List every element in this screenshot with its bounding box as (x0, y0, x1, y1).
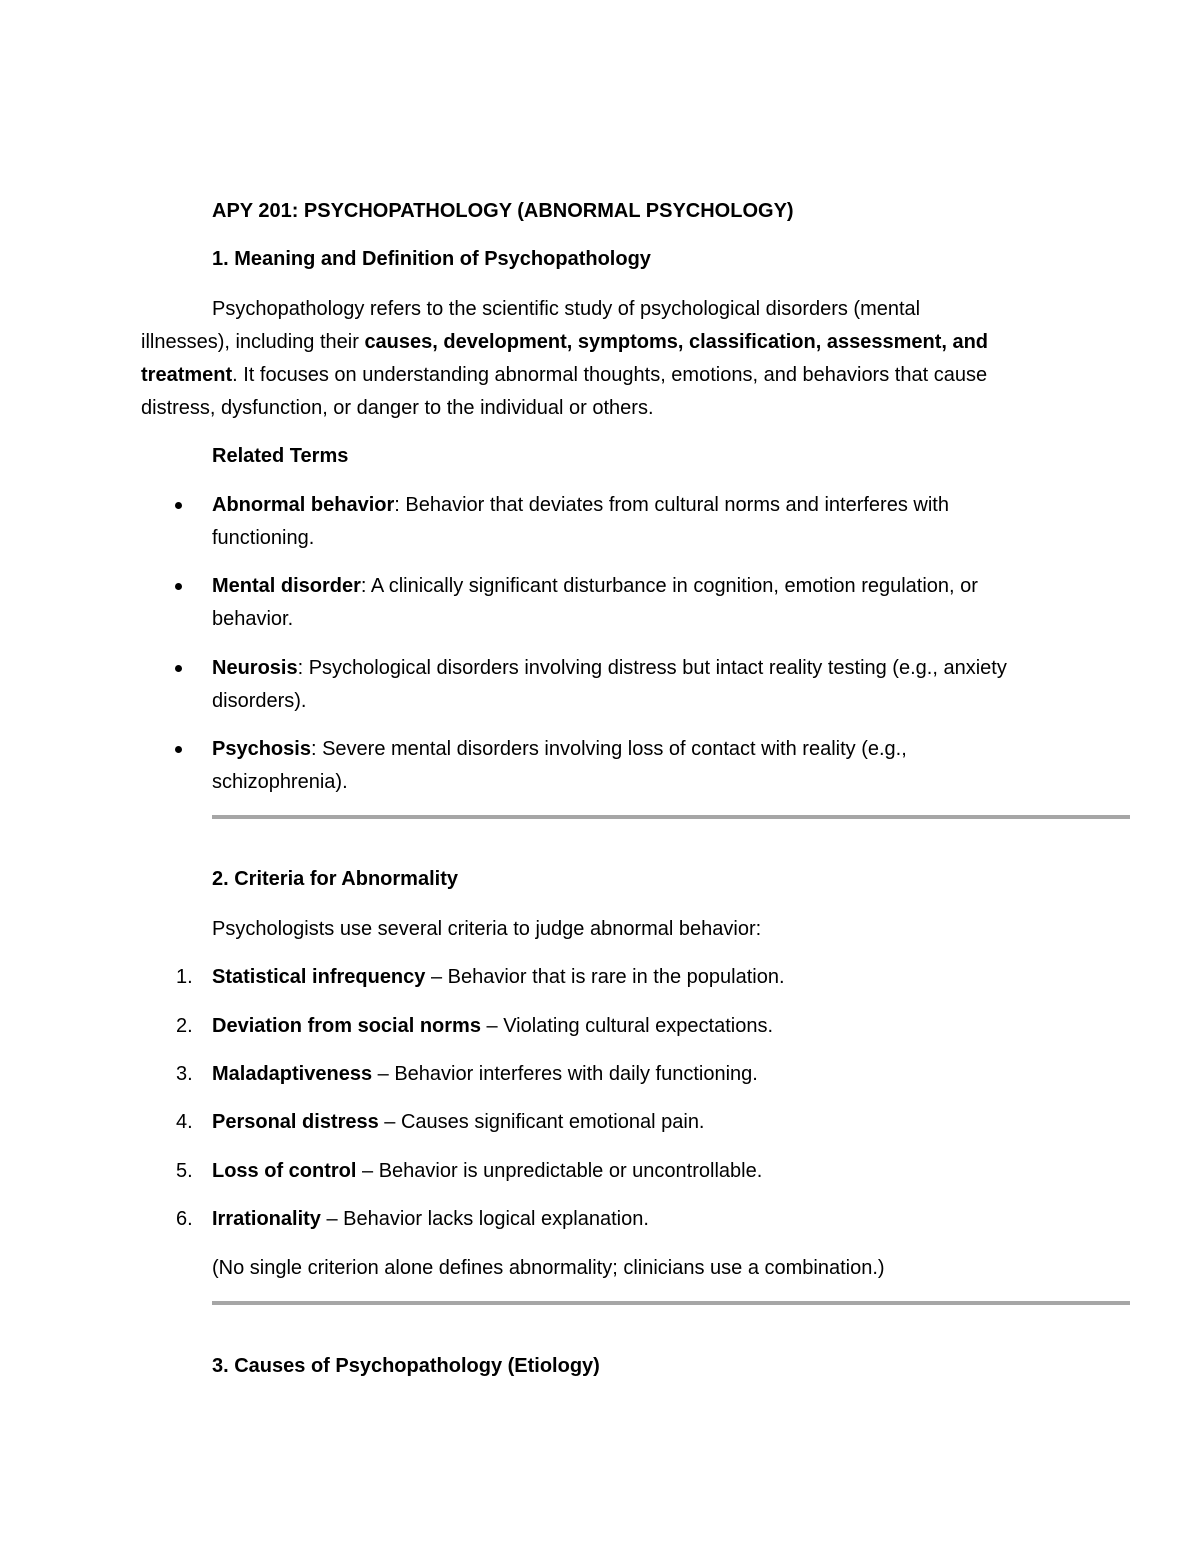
term-neurosis-cont: disorders). (212, 690, 307, 712)
section2-note: (No single criterion alone defines abnormality; clinicians use a combination.) (212, 1257, 885, 1279)
criterion-item: Statistical infrequency – Behavior that is rare in the population. (212, 966, 785, 988)
horizontal-rule (212, 1301, 1130, 1305)
term-mental-disorder: Mental disorder: A clinically significant disturbance in cognition, emotion regulation, or (212, 575, 978, 597)
bullet-icon (175, 583, 182, 590)
criterion-item: Personal distress – Causes significant emotional pain. (212, 1111, 705, 1133)
criterion-item: Irrationality – Behavior lacks logical explanation. (212, 1208, 649, 1230)
term-mental-disorder-cont: behavior. (212, 608, 294, 630)
term-psychosis: Psychosis: Severe mental disorders involving loss of contact with reality (e.g., (212, 738, 907, 760)
list-number: 4. (176, 1111, 193, 1133)
term-abnormal-behavior: Abnormal behavior: Behavior that deviates from cultural norms and interferes with (212, 494, 949, 516)
bullet-icon (175, 746, 182, 753)
related-terms-heading: Related Terms (212, 445, 349, 467)
list-number: 3. (176, 1063, 193, 1085)
section3-heading: 3. Causes of Psychopathology (Etiology) (212, 1355, 600, 1377)
horizontal-rule (212, 815, 1130, 819)
list-number: 1. (176, 966, 193, 988)
section1-para-line3: treatment. It focuses on understanding abnormal thoughts, emotions, and behaviors that cause (141, 364, 988, 386)
term-psychosis-cont: schizophrenia). (212, 771, 348, 793)
section1-para-line4: distress, dysfunction, or danger to the individual or others. (141, 397, 654, 419)
section1-para-line2: illnesses), including their causes, development, symptoms, classification, assessment, and (141, 331, 989, 353)
term-neurosis: Neurosis: Psychological disorders involving distress but intact reality testing (e.g., anxiety (212, 657, 1007, 679)
section2-heading: 2. Criteria for Abnormality (212, 868, 458, 890)
criterion-item: Maladaptiveness – Behavior interferes with daily functioning. (212, 1063, 758, 1085)
term-abnormal-behavior-cont: functioning. (212, 527, 315, 549)
section1-para-line1: Psychopathology refers to the scientific study of psychological disorders (mental (212, 298, 921, 320)
list-number: 5. (176, 1160, 193, 1182)
bullet-icon (175, 502, 182, 509)
section1-heading: 1. Meaning and Definition of Psychopathology (212, 248, 651, 270)
section2-intro: Psychologists use several criteria to judge abnormal behavior: (212, 918, 762, 940)
list-number: 6. (176, 1208, 193, 1230)
list-number: 2. (176, 1015, 193, 1037)
criterion-item: Deviation from social norms – Violating cultural expectations. (212, 1015, 773, 1037)
bullet-icon (175, 665, 182, 672)
document-title: APY 201: PSYCHOPATHOLOGY (ABNORMAL PSYCHOLOGY) (212, 200, 794, 222)
criterion-item: Loss of control – Behavior is unpredictable or uncontrollable. (212, 1160, 763, 1182)
